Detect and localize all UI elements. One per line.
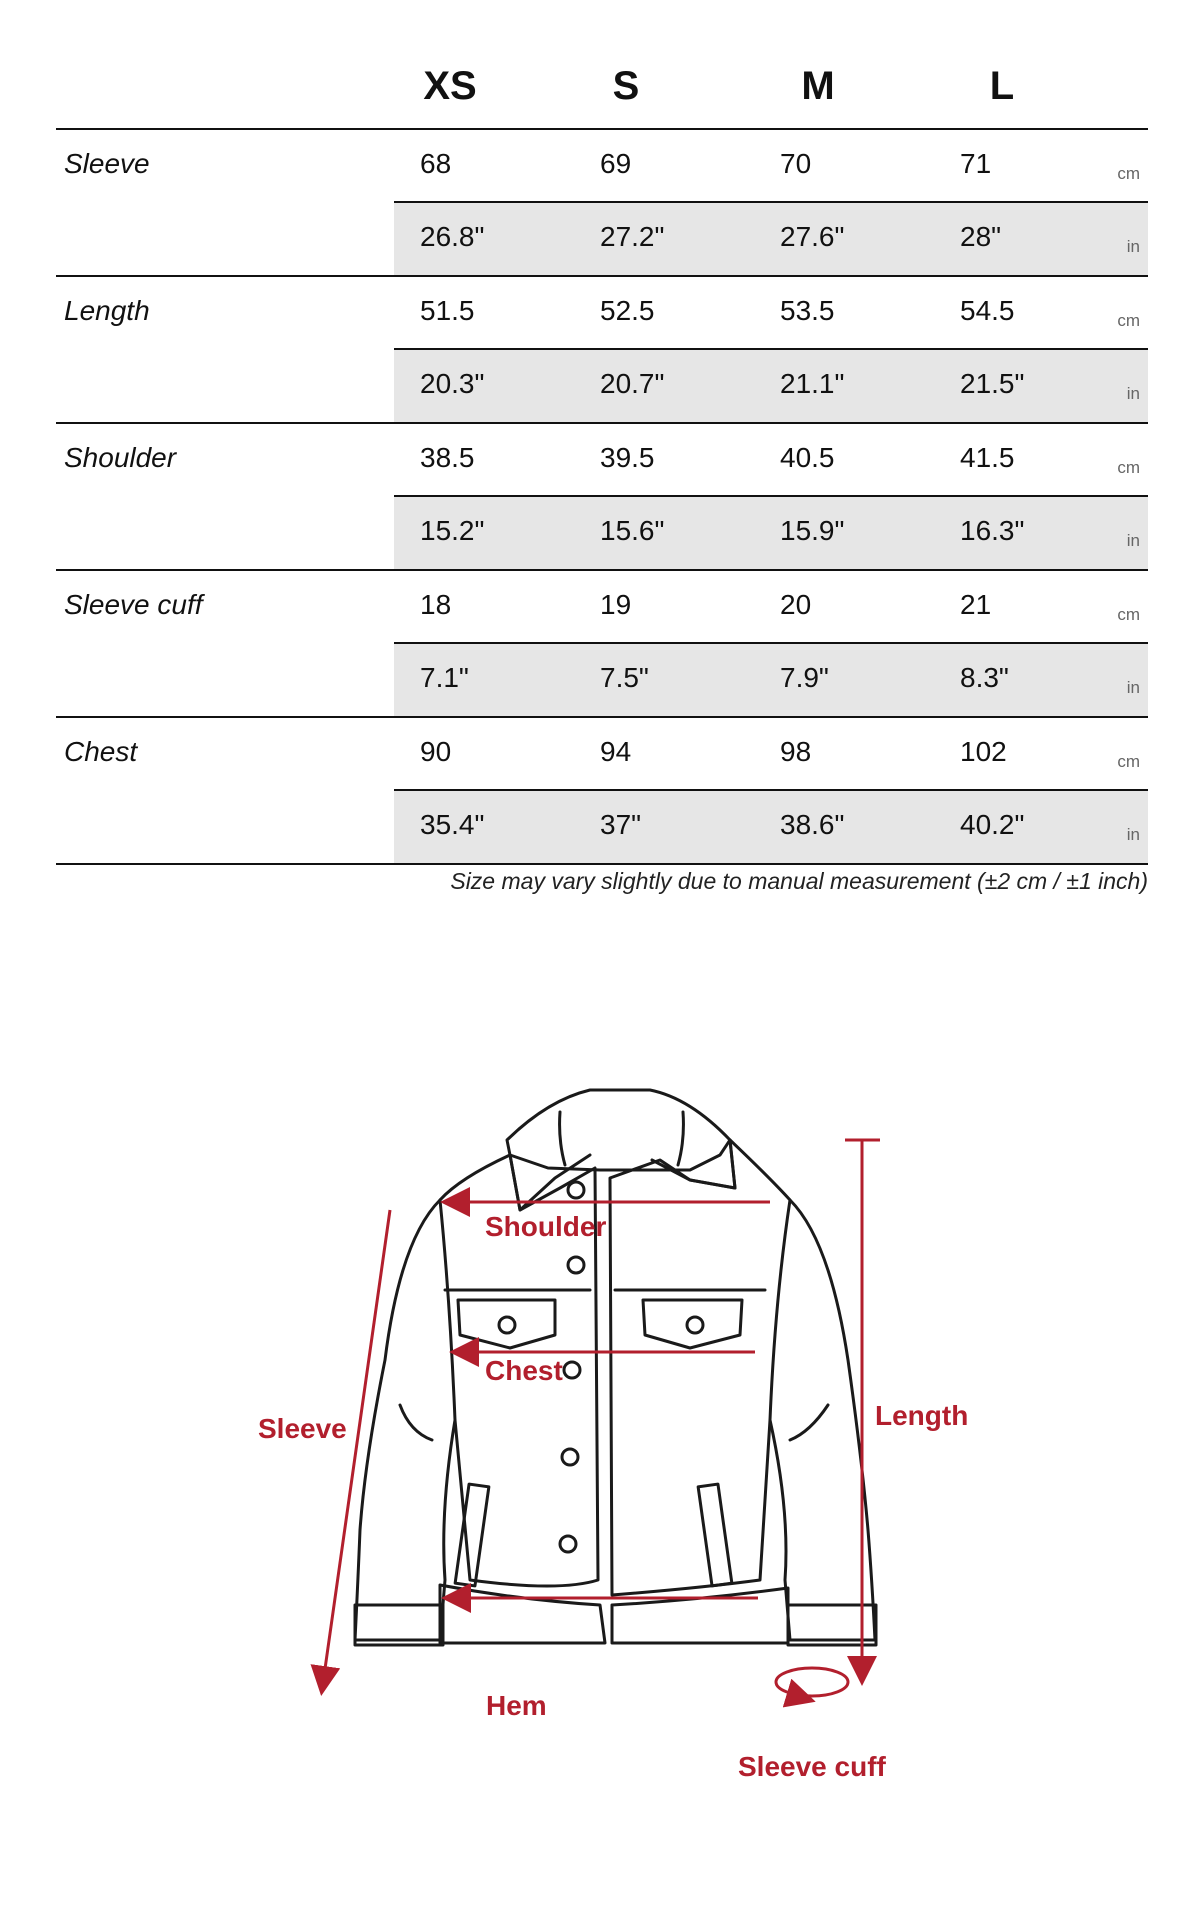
value-cell: 7.5" [600, 662, 649, 693]
value-cell: 38.5 [420, 442, 475, 473]
measure-group-sleeve-cuff [56, 571, 1148, 718]
button [687, 1317, 703, 1333]
unit-label-cm: cm [1117, 458, 1140, 477]
right-front-panel [610, 1140, 790, 1595]
jacket-illustration [355, 1090, 876, 1645]
value-cell: 40.5 [780, 442, 835, 473]
left-sleeve [355, 1200, 455, 1640]
value-cell: 21 [960, 589, 992, 620]
hem-label: Hem [486, 1690, 547, 1721]
value-cell: 69 [600, 148, 632, 179]
measure-label: Chest [64, 736, 138, 767]
measure-group-length [56, 277, 1148, 424]
value-cell: 7.1" [420, 662, 469, 693]
value-cell: 20.7" [600, 368, 665, 399]
button [562, 1449, 578, 1465]
length-label: Length [875, 1400, 969, 1431]
in-row [394, 350, 1148, 422]
value-cell: 28" [960, 221, 1002, 252]
cm-row [394, 718, 1148, 791]
measure-label: Shoulder [64, 442, 177, 473]
side-pocket-left [455, 1484, 489, 1586]
size-header-s: S [612, 64, 640, 108]
button [568, 1182, 584, 1198]
value-cell: 39.5 [600, 442, 655, 473]
button [568, 1257, 584, 1273]
unit-label-in: in [1126, 531, 1140, 550]
value-cell: 18 [420, 589, 452, 620]
cm-row [394, 130, 1148, 203]
button [560, 1536, 576, 1552]
value-cell: 20 [780, 589, 812, 620]
cm-row [394, 424, 1148, 497]
value-cell: 53.5 [780, 295, 835, 326]
in-row [394, 497, 1148, 569]
collar-inner-left [560, 1112, 565, 1165]
measure-group-shoulder [56, 424, 1148, 571]
value-cell: 27.2" [600, 221, 665, 252]
unit-label-cm: cm [1117, 311, 1140, 330]
value-cell: 41.5 [960, 442, 1015, 473]
collar-inner-right [678, 1112, 683, 1165]
value-cell: 40.2" [960, 809, 1025, 840]
value-cell: 8.3" [960, 662, 1009, 693]
right-sleeve [770, 1200, 875, 1640]
size-header-l: L [989, 64, 1015, 108]
collar-outline [507, 1090, 730, 1170]
shoulder-label: Shoulder [485, 1211, 607, 1242]
value-cell: 37" [600, 809, 642, 840]
chest-pocket-left [458, 1300, 555, 1348]
value-cell: 21.5" [960, 368, 1025, 399]
size-chart-table [56, 60, 1148, 865]
value-cell: 68 [420, 148, 452, 179]
value-cell: 16.3" [960, 515, 1025, 546]
value-cell: 15.6" [600, 515, 665, 546]
value-cell: 26.8" [420, 221, 485, 252]
jacket-measurement-diagram [0, 1060, 1200, 1820]
unit-label-cm: cm [1117, 164, 1140, 183]
value-cell: 51.5 [420, 295, 475, 326]
hem-right [612, 1588, 788, 1643]
value-cell: 21.1" [780, 368, 845, 399]
value-cell: 90 [420, 736, 452, 767]
unit-label-in: in [1126, 384, 1140, 403]
value-cell: 15.2" [420, 515, 485, 546]
value-cell: 94 [600, 736, 632, 767]
value-cell: 20.3" [420, 368, 485, 399]
size-header-m: M [801, 64, 835, 108]
value-cell: 70 [780, 148, 812, 179]
in-row [394, 644, 1148, 716]
button [564, 1362, 580, 1378]
elbow-crease-right [790, 1405, 828, 1440]
hem-left [440, 1585, 605, 1643]
value-cell: 38.6" [780, 809, 845, 840]
measurement-footnote: Size may vary slightly due to manual measurement (±2 cm / ±1 inch) [450, 868, 1148, 894]
elbow-crease-left [400, 1405, 432, 1440]
unit-label-in: in [1126, 237, 1140, 256]
value-cell: 27.6" [780, 221, 845, 252]
sleeve-cuff-label: Sleeve cuff [738, 1751, 886, 1782]
value-cell: 15.9" [780, 515, 845, 546]
in-row [394, 791, 1148, 863]
value-cell: 54.5 [960, 295, 1015, 326]
chest-pocket-right [643, 1300, 742, 1348]
size-header-row [56, 60, 1148, 130]
value-cell: 71 [960, 148, 992, 179]
unit-label-in: in [1126, 825, 1140, 844]
measure-group-chest [56, 718, 1148, 865]
unit-label-in: in [1126, 678, 1140, 697]
value-cell: 52.5 [600, 295, 655, 326]
size-header-xs: XS [423, 64, 477, 108]
value-cell: 98 [780, 736, 812, 767]
chest-label: Chest [485, 1355, 563, 1386]
side-pocket-right [698, 1484, 732, 1586]
in-row [394, 203, 1148, 275]
measure-label: Length [64, 295, 150, 326]
measure-group-sleeve [56, 130, 1148, 277]
value-cell: 7.9" [780, 662, 829, 693]
unit-label-cm: cm [1117, 752, 1140, 771]
cm-row [394, 277, 1148, 350]
sleeve-cuff-loop [776, 1668, 848, 1696]
sleeve-label: Sleeve [258, 1413, 347, 1444]
unit-label-cm: cm [1117, 605, 1140, 624]
button [499, 1317, 515, 1333]
value-cell: 102 [960, 736, 1007, 767]
measure-label: Sleeve [64, 148, 150, 179]
measure-label: Sleeve cuff [64, 589, 203, 620]
value-cell: 19 [600, 589, 632, 620]
value-cell: 35.4" [420, 809, 485, 840]
cm-row [394, 571, 1148, 644]
